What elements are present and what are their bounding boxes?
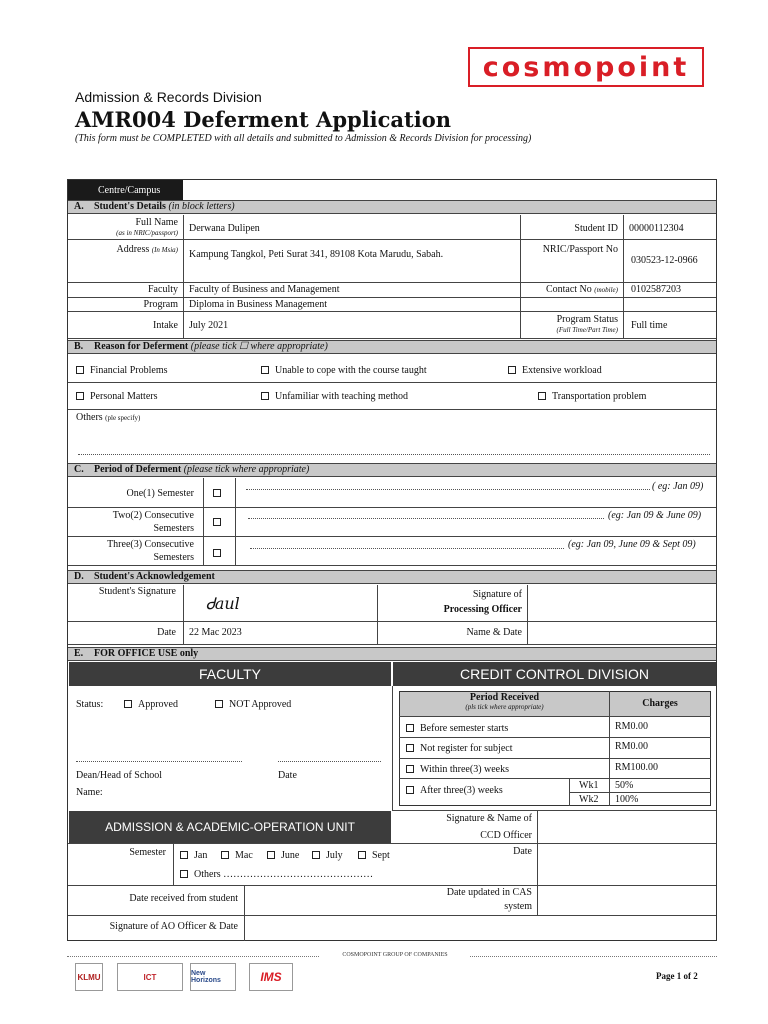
period-after-three-weeks[interactable]: After three(3) weeks [406,785,503,796]
period-two-input[interactable] [248,518,604,519]
new-horizons-logo: New Horizons [190,963,236,991]
reason-financial[interactable]: Financial Problems [76,365,168,376]
checkbox-icon[interactable] [538,392,546,400]
checkbox-icon[interactable] [124,700,132,708]
checkbox-icon[interactable] [76,366,84,374]
reason-transport[interactable]: Transportation problem [538,391,646,402]
program-status-label: Program Status [556,314,618,325]
charge-before-semester: RM0.00 [615,721,649,732]
semester-june[interactable]: June [267,850,299,861]
checkbox-icon[interactable] [213,549,221,557]
processing-officer-label-b: Processing Officer [443,604,522,615]
checkbox-icon[interactable] [261,366,269,374]
checkbox-icon[interactable] [221,851,229,859]
checkbox-icon[interactable] [213,489,221,497]
contact-field[interactable]: 0102587203 [631,284,681,295]
period-one-example: ( eg: Jan 09) [652,481,704,492]
ims-logo: IMS [249,963,293,991]
period-within-three-weeks[interactable]: Within three(3) weeks [406,764,509,775]
period-three-checkbox[interactable] [213,548,227,559]
ccd-officer-label-b: CCD Officer [480,830,532,841]
ccd-officer-label-a: Signature & Name of [446,813,532,824]
acknowledgement-date[interactable]: 22 Mac 2023 [189,627,242,638]
address-field[interactable]: Kampung Tangkol, Peti Surat 341, 89108 Kota Marudu, Sabah. [189,249,444,260]
student-id-label: Student ID [574,223,618,234]
period-two-example: (eg: Jan 09 & June 09) [608,510,702,521]
cas-label-a: Date updated in CAS [446,887,532,898]
section-c-header: C. Period of Deferment (please tick where appropriate) [68,463,716,477]
charges-title: Charges [642,698,678,709]
processing-officer-label-a: Signature of [472,589,522,600]
nric-field[interactable]: 030523-12-0966 [631,255,698,266]
section-a-header: A. Student's Details (in block letters) [68,200,716,214]
deferment-form [67,179,717,941]
semester-mac[interactable]: Mac [221,850,253,861]
faculty-date-label: Date [278,770,297,781]
division-label: Admission & Records Division [75,89,262,105]
nric-label: NRIC/Passport No [542,244,618,255]
program-label: Program [143,299,178,310]
checkbox-icon[interactable] [76,392,84,400]
ao-officer-label: Signature of AO Officer & Date [109,921,238,932]
ccd-heading: CREDIT CONTROL DIVISION [393,662,716,686]
aau-heading: ADMISSION & ACADEMIC-OPERATION UNIT [69,811,391,843]
status-label: Status: [76,699,104,710]
period-three-example: (eg: Jan 09, June 09 & Sept 09) [568,539,696,550]
page-title: AMR004 Deferment Application [75,107,451,132]
period-three-input[interactable] [250,548,564,549]
period-three-label-b: Semesters [153,552,194,563]
week-one-charge: 50% [615,780,634,791]
student-signature-label: Student's Signature [98,586,176,597]
period-one-input[interactable] [246,489,650,490]
checkbox-icon[interactable] [406,765,414,773]
cosmopoint-logo [468,47,704,87]
logo-text: cosmopoint [482,51,690,83]
faculty-field[interactable]: Faculty of Business and Management [189,284,340,295]
reason-personal[interactable]: Personal Matters [76,391,158,402]
program-field[interactable]: Diploma in Business Management [189,299,328,310]
name-date-label: Name & Date [466,627,522,638]
status-not-approved[interactable]: NOT Approved [215,699,291,710]
section-d-header: D. Student's Acknowledgement [68,570,716,584]
ict-logo: ICT [117,963,183,991]
others-input[interactable] [78,454,710,455]
checkbox-icon[interactable] [261,392,269,400]
student-id-field[interactable]: 00000112304 [629,223,684,234]
dean-label: Dean/Head of School [76,770,163,781]
period-one-checkbox[interactable] [213,488,227,499]
full-name-field[interactable]: Derwana Dulipen [189,223,260,234]
period-two-label-b: Semesters [153,523,194,534]
faculty-label: Faculty [148,284,178,295]
reason-workload[interactable]: Extensive workload [508,365,602,376]
cas-label-b: system [504,901,532,912]
date-received-label: Date received from student [129,893,238,904]
status-approved[interactable]: Approved [124,699,178,710]
student-signature[interactable]: Ꮷaul [206,594,240,613]
program-status-field[interactable]: Full time [631,320,668,331]
semester-others[interactable]: Others ……………………………………… [180,869,373,880]
checkbox-icon[interactable] [267,851,275,859]
semester-july[interactable]: July [312,850,343,861]
period-three-label-a: Three(3) Consecutive [107,539,194,550]
period-received-title: Period Received [469,692,540,703]
intake-field[interactable]: July 2021 [189,320,229,331]
charge-within-three-weeks: RM100.00 [615,762,659,773]
semester-sept[interactable]: Sept [358,850,390,861]
page-number: Page 1 of 2 [656,971,698,981]
checkbox-icon[interactable] [312,851,320,859]
reason-unable-cope[interactable]: Unable to cope with the course taught [261,365,427,376]
week-one-label: Wk1 [579,780,599,791]
program-status-hint: (Full Time/Part Time) [556,326,618,334]
date-label: Date [157,627,176,638]
klmu-logo: KLMU [75,963,103,991]
full-name-label: Full Name [135,217,178,228]
centre-input[interactable] [184,182,714,198]
reason-unfamiliar[interactable]: Unfamiliar with teaching method [261,391,408,402]
faculty-heading: FACULTY [69,662,391,686]
ao-officer-input[interactable] [248,919,712,939]
contact-label: Contact No (mobile) [545,284,618,295]
week-two-charge: 100% [615,794,639,805]
checkbox-icon[interactable] [406,744,414,752]
checkbox-icon[interactable] [508,366,516,374]
semester-jan[interactable]: Jan [180,850,207,861]
charge-not-register: RM0.00 [615,741,649,752]
intake-label: Intake [153,320,178,331]
checkbox-icon[interactable] [213,518,221,526]
period-before-semester[interactable]: Before semester starts [406,723,508,734]
dean-signature-line[interactable] [76,761,242,762]
semester-label: Semester [129,847,166,858]
checkbox-icon[interactable] [215,700,223,708]
footer-group-name: COSMOPOINT GROUP OF COMPANIES [320,952,470,958]
period-two-checkbox[interactable] [213,517,227,528]
checkbox-icon[interactable] [180,870,188,878]
centre-label: Centre/Campus [98,185,161,196]
checkbox-icon[interactable] [358,851,366,859]
ccd-date-label: Date [513,846,532,857]
dean-date-line[interactable] [278,761,381,762]
form-note: (This form must be COMPLETED with all details and submitted to Admission & Records Division for processing) [75,133,532,144]
section-b-header: B. Reason for Deferment (please tick ☐ where appropriate) [68,340,716,354]
period-received-hint: (pls tick where appropriate) [465,703,544,711]
others-label: Others (ple specify) [76,412,141,423]
week-two-label: Wk2 [579,794,599,805]
checkbox-icon[interactable] [406,724,414,732]
address-label: Address (In Msia) [116,244,178,255]
period-one-label: One(1) Semester [126,488,194,499]
period-two-label-a: Two(2) Consecutive [112,510,194,521]
section-e-header: E. FOR OFFICE USE only [68,647,716,661]
checkbox-icon[interactable] [180,851,188,859]
checkbox-icon[interactable] [406,786,414,794]
full-name-hint: (as in NRIC/passport) [116,229,178,237]
period-not-register[interactable]: Not register for subject [406,743,512,754]
dean-name-label: Name: [76,787,103,798]
